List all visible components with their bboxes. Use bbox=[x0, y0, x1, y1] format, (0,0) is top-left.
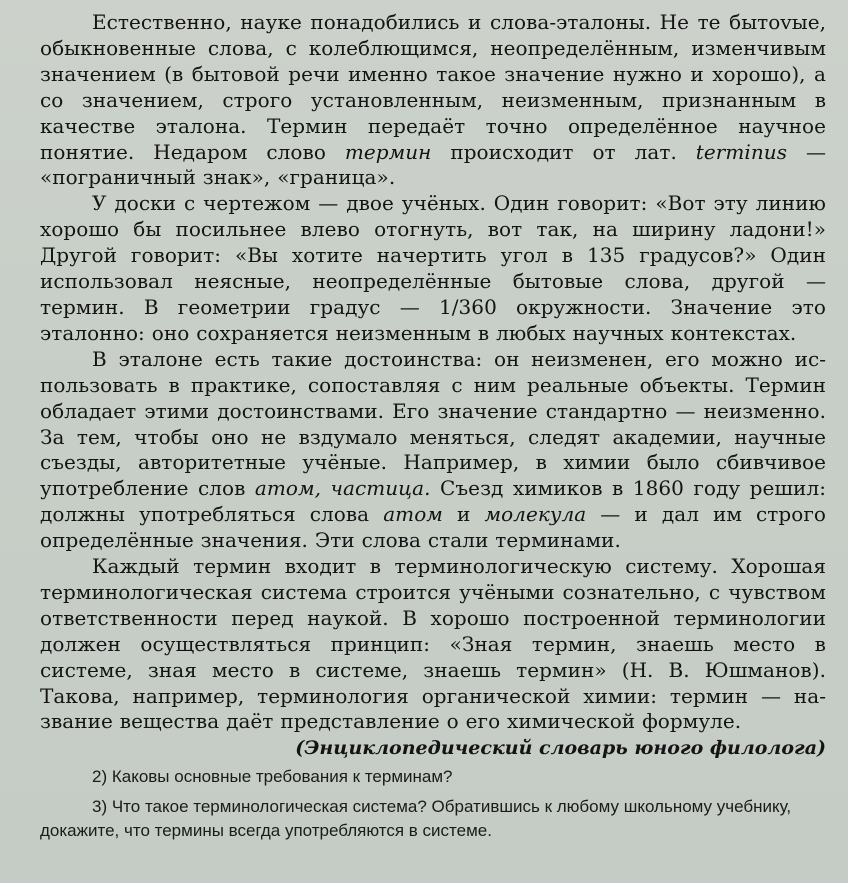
paragraph-1-text-2: происходит от лат. bbox=[431, 139, 696, 164]
term-word-termin: термин bbox=[344, 139, 432, 164]
paragraph-1 bbox=[40, 10, 826, 191]
paragraph-3 bbox=[40, 347, 826, 554]
questions-list bbox=[40, 765, 826, 843]
paragraph-2-text: У доски с чертежом — двое учёных. Один говорит: «Вот эту линию хорошо бы посильнее влево отогнуть, вот так, на ширину ладони!» Другой говорит: «Вы хотите начертить угол в 135 градусов?» Один использовал неясные, неопределённые бытовые слова, другой — термин. В геометрии градус — 1/360 окружности. Значение это эталонно: оно сохраняется неизменным в любых научных контекстах. bbox=[40, 191, 826, 345]
term-word-terminus: terminus bbox=[695, 139, 788, 164]
paragraph-3-text-1: В эталоне есть такие достоинства: он неизменен, его можно использовать в практике, сопоставляя с ним реальные объекты. Термин обладает этими достоинствами. Его значение стандартно — неизменно. За тем, чтобы оно не вздумало меняться, следят академии, научные съезды, авторитетные учёные. Например, в химии было сбивчивое употребление слов bbox=[40, 346, 826, 501]
paragraph-4 bbox=[40, 554, 826, 735]
paragraph-1-text-3: — «пограничный знак», «граница». bbox=[40, 139, 826, 190]
question-3: 3) Что такое терминологическая система? Обратившись к любому школьному учебнику, докажите, что термины всегда употребляются в системе. bbox=[40, 797, 792, 841]
paragraph-2 bbox=[40, 191, 826, 346]
paragraph-4-text: Каждый термин входит в терминологическую систему. Хорошая терминологическая система строится учёными сознательно, с чувством ответственности перед наукой. В хорошо построенной терминологии должен осуществляться принцип: «Зная термин, знаешь место в системе, зная место в системе, знаешь термин» (Н. В. Юшманов). Такова, например, терминология органической химии: термин — название вещества даёт представление о его химической формуле. bbox=[40, 554, 826, 734]
paragraph-3-text-4: — и дал им строго определённые значения. Эти слова стали терминами. bbox=[40, 502, 826, 553]
paragraph-3-text-3: и bbox=[442, 502, 485, 527]
article-text bbox=[40, 10, 826, 735]
term-word-atom: атом bbox=[383, 502, 443, 527]
paragraph-3-text-2: Съезд химиков в 1860 году решил: должны употребляться слова bbox=[40, 476, 826, 527]
source-citation: (Энциклопедический словарь юного филолога) bbox=[295, 737, 826, 760]
question-2: 2) Каковы основные требования к терминам? bbox=[92, 767, 453, 787]
term-word-molekula: молекула bbox=[484, 502, 587, 527]
term-words-atom-chastitsa: атом, частица. bbox=[254, 476, 431, 501]
paragraph-1-text-1: Естественно, науке понадобились и слова-эталоны. Не те бытоvые, обыкновенные слова, с колеблющимся, неопределённым, изменчивым значением (в бытовой речи именно такое значение нужно и хорошо), а со значением, строго установленным, неизменным, признанным в качестве эталона. Термин передаёт точно определённое научное понятие. Недаром слово bbox=[40, 10, 826, 164]
